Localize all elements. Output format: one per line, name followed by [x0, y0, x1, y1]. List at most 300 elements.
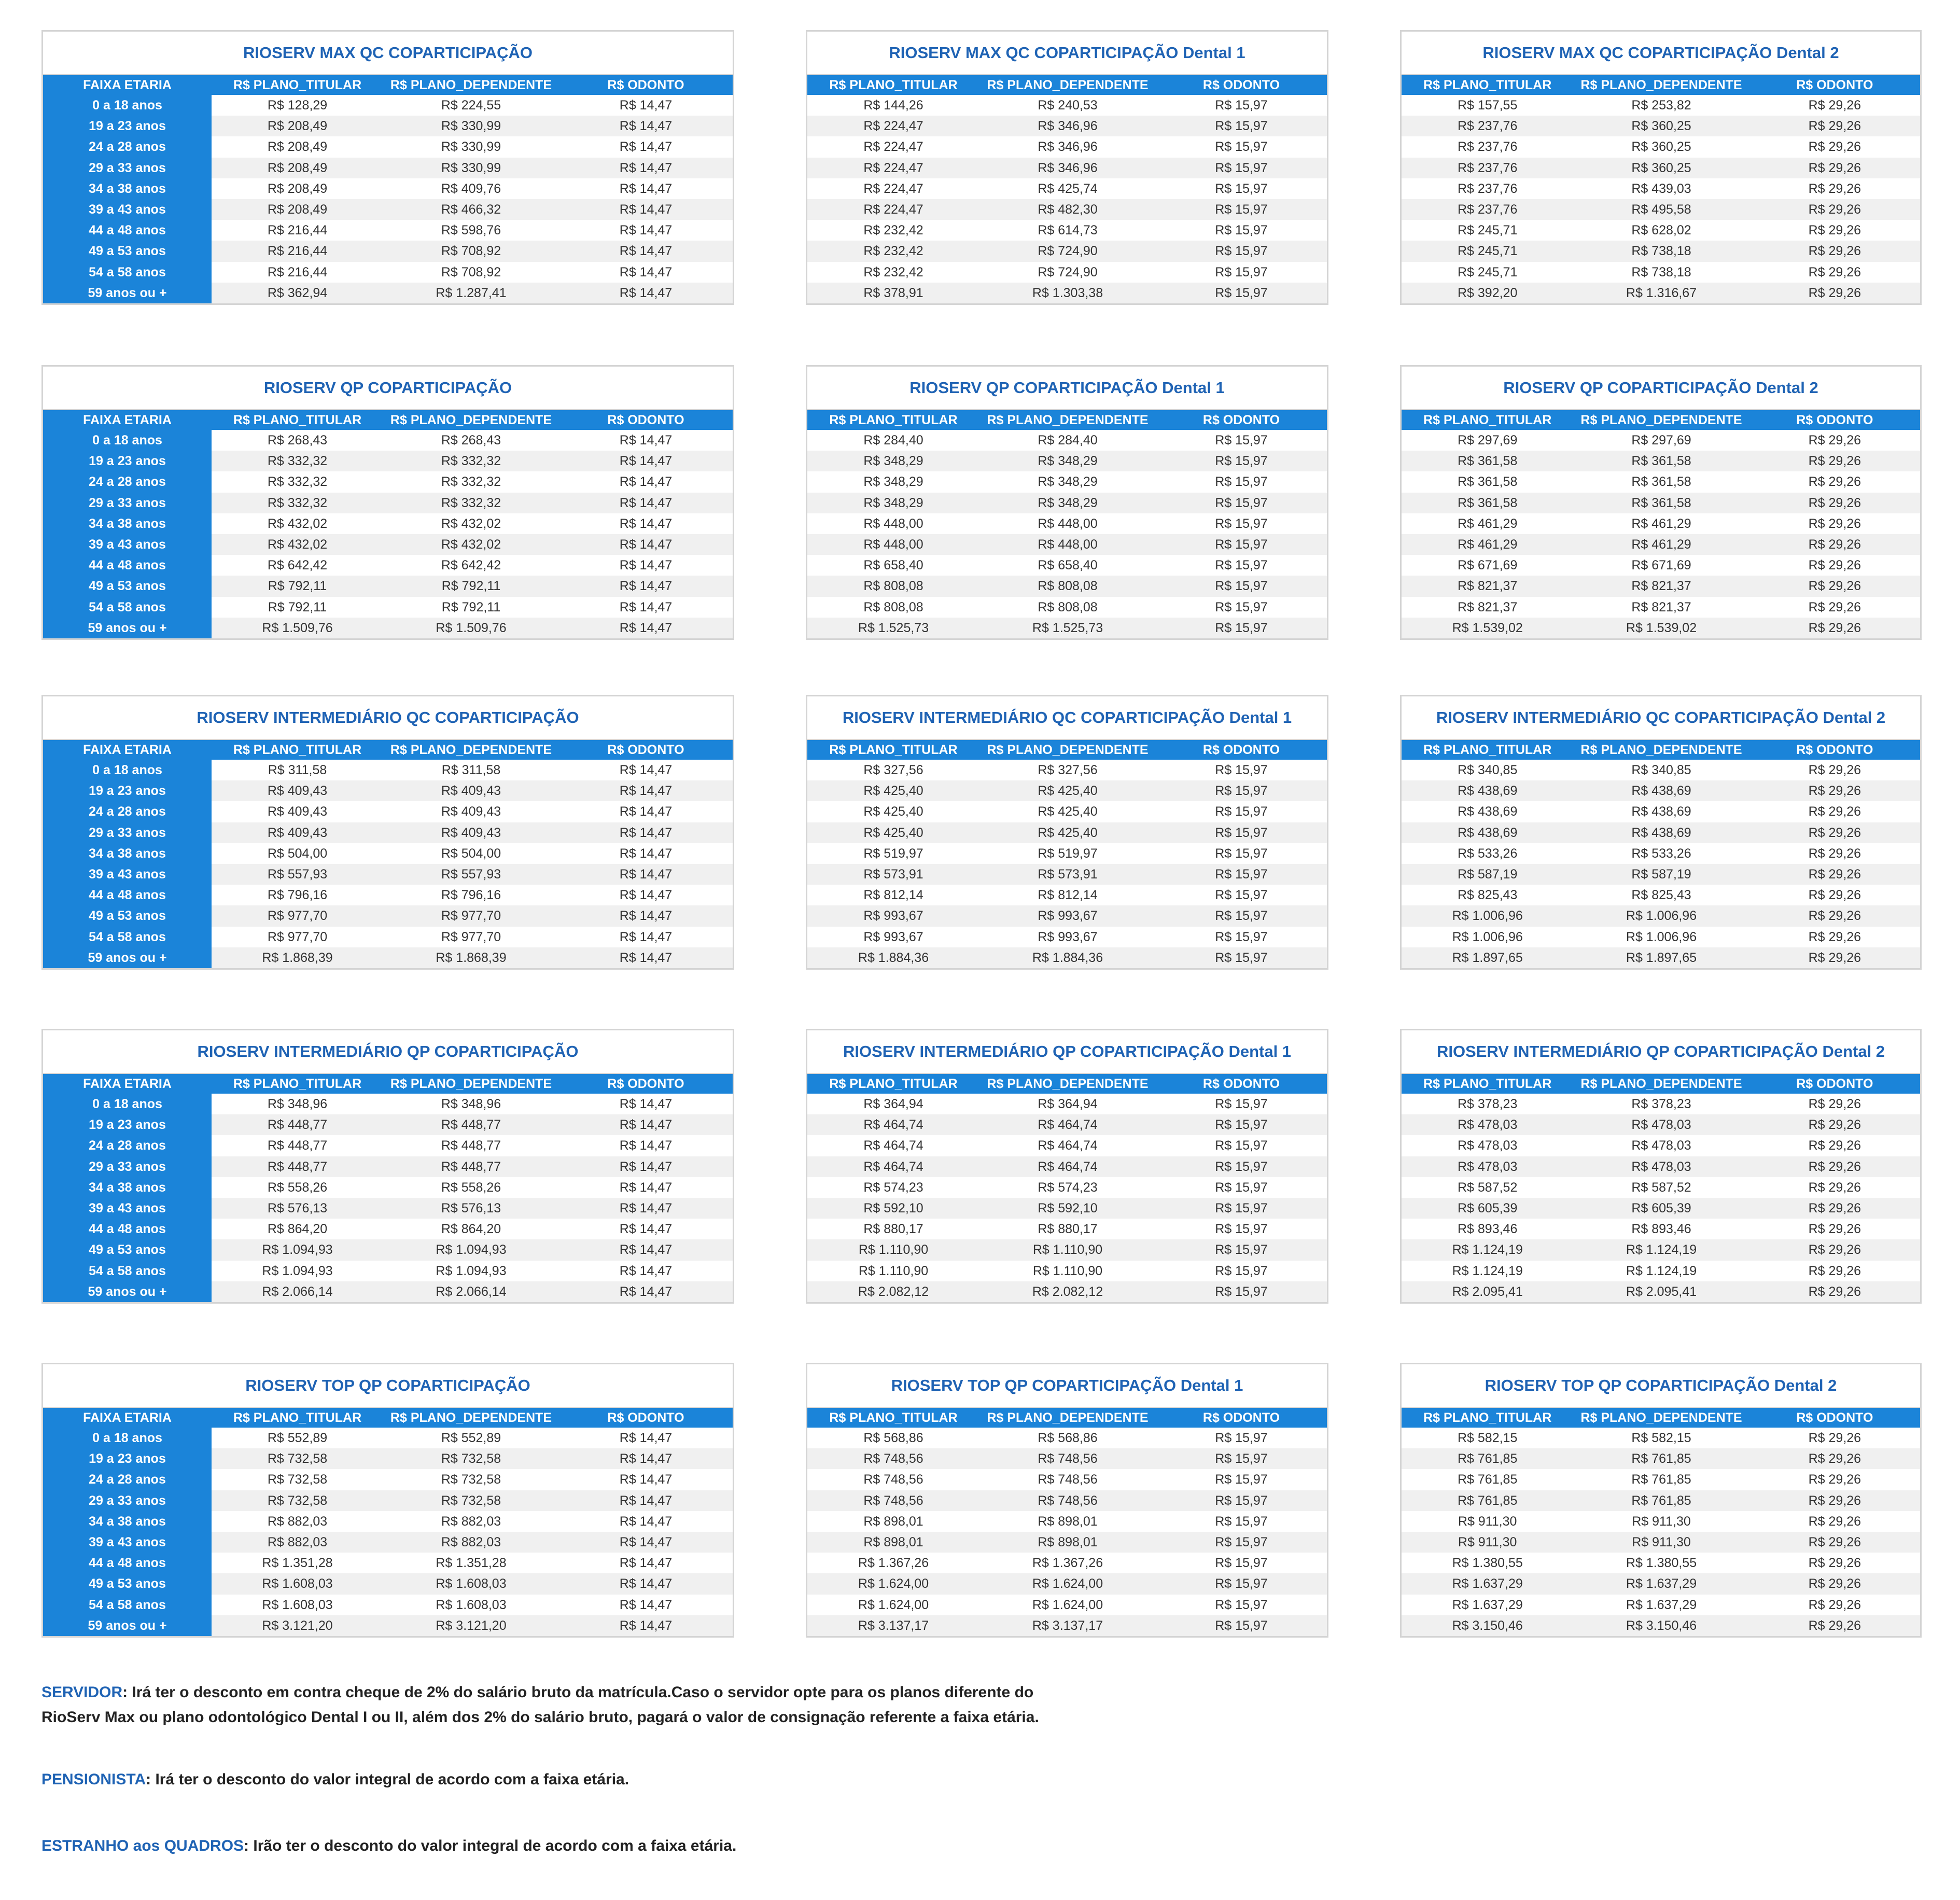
table-row [807, 1281, 1327, 1302]
table-row [1402, 822, 1920, 843]
odonto-cell: R$ 14,47 [619, 537, 673, 552]
titular-cell: R$ 237,76 [1457, 202, 1518, 217]
odonto-cell: R$ 29,26 [1808, 1493, 1861, 1508]
odonto-cell: R$ 14,47 [619, 1222, 673, 1237]
table-title: RIOSERV INTERMEDIÁRIO QC COPARTICIPAÇÃO Dental 2 [1402, 696, 1920, 740]
header-dependente: R$ PLANO_DEPENDENTE [390, 743, 552, 757]
titular-cell: R$ 2.066,14 [262, 1284, 333, 1299]
dependente-cell: R$ 361,58 [1631, 474, 1691, 490]
dependente-cell: R$ 448,77 [441, 1138, 501, 1153]
dependente-cell: R$ 761,85 [1631, 1472, 1691, 1487]
dependente-cell: R$ 332,32 [441, 495, 501, 510]
table-row [807, 1219, 1327, 1239]
age-range-cell: 59 anos ou + [43, 1281, 212, 1302]
table-title: RIOSERV INTERMEDIÁRIO QP COPARTICIPAÇÃO Dental 2 [1402, 1030, 1920, 1074]
dependente-cell: R$ 557,93 [441, 867, 501, 882]
odonto-cell: R$ 14,47 [619, 1451, 673, 1466]
dependente-cell: R$ 1.624,00 [1032, 1576, 1103, 1591]
titular-cell: R$ 409,43 [267, 784, 328, 799]
table-row [1402, 1511, 1920, 1532]
odonto-cell: R$ 29,26 [1808, 950, 1861, 965]
table-row [807, 1532, 1327, 1553]
age-range-cell: 19 a 23 anos [43, 116, 212, 136]
dependente-cell: R$ 977,70 [441, 929, 501, 944]
odonto-cell: R$ 15,97 [1215, 579, 1268, 594]
titular-cell: R$ 864,20 [267, 1222, 328, 1237]
dependente-cell: R$ 361,58 [1631, 454, 1691, 469]
odonto-cell: R$ 14,47 [619, 909, 673, 924]
dependente-cell: R$ 1.525,73 [1032, 620, 1103, 635]
table-row [1402, 1177, 1920, 1198]
dependente-cell: R$ 558,26 [441, 1180, 501, 1195]
titular-cell: R$ 1.124,19 [1452, 1242, 1523, 1258]
table-row [43, 1469, 733, 1490]
dependente-cell: R$ 821,37 [1631, 579, 1691, 594]
table-row [1402, 947, 1920, 968]
dependente-cell: R$ 605,39 [1631, 1200, 1691, 1216]
titular-cell: R$ 2.095,41 [1452, 1284, 1523, 1299]
table-header [1402, 1408, 1920, 1428]
table-row [807, 1156, 1327, 1177]
odonto-cell: R$ 15,97 [1215, 1472, 1268, 1487]
header-dependente: R$ PLANO_DEPENDENTE [390, 78, 552, 92]
header-titular: R$ PLANO_TITULAR [233, 743, 362, 757]
odonto-cell: R$ 14,47 [619, 1556, 673, 1571]
dependente-cell: R$ 808,08 [1038, 579, 1098, 594]
table-body [43, 760, 733, 968]
table-row [1402, 885, 1920, 905]
table-row [807, 116, 1327, 136]
titular-cell: R$ 574,23 [863, 1180, 923, 1195]
table-row [807, 513, 1327, 534]
table-row [1402, 1156, 1920, 1177]
odonto-cell: R$ 14,47 [619, 1472, 673, 1487]
titular-cell: R$ 128,29 [267, 98, 328, 113]
odonto-cell: R$ 14,47 [619, 867, 673, 882]
table-title: RIOSERV QP COPARTICIPAÇÃO [43, 367, 733, 410]
titular-cell: R$ 533,26 [1457, 846, 1518, 861]
table-row [807, 283, 1327, 303]
titular-cell: R$ 232,42 [863, 244, 923, 259]
odonto-cell: R$ 14,47 [619, 285, 673, 300]
header-odonto: R$ ODONTO [1796, 743, 1873, 757]
table-row [1402, 283, 1920, 303]
dependente-cell: R$ 1.884,36 [1032, 950, 1103, 965]
age-range-cell: 34 a 38 anos [43, 843, 212, 864]
header-odonto: R$ ODONTO [1202, 413, 1280, 427]
dependente-cell: R$ 592,10 [1038, 1200, 1098, 1216]
dependente-cell: R$ 240,53 [1038, 98, 1098, 113]
header-titular: R$ PLANO_TITULAR [1423, 78, 1552, 92]
odonto-cell: R$ 29,26 [1808, 202, 1861, 217]
table-row [1402, 513, 1920, 534]
note-servidor-text-2: RioServ Max ou plano odontológico Dental I ou II, além dos 2% do salário bruto, pagará o valor de consignação referente a faixa etária. [41, 1709, 1039, 1726]
age-range-cell: 44 a 48 anos [43, 885, 212, 905]
odonto-cell: R$ 29,26 [1808, 516, 1861, 531]
titular-cell: R$ 348,29 [863, 495, 923, 510]
age-range-cell: 0 a 18 anos [43, 1428, 212, 1448]
age-range-cell: 34 a 38 anos [43, 513, 212, 534]
dependente-cell: R$ 3.137,17 [1032, 1618, 1103, 1633]
table-body [1402, 430, 1920, 638]
odonto-cell: R$ 14,47 [619, 1117, 673, 1133]
titular-cell: R$ 208,49 [267, 202, 328, 217]
titular-cell: R$ 977,70 [267, 909, 328, 924]
table-header [1402, 410, 1920, 430]
dependente-cell: R$ 748,56 [1038, 1451, 1098, 1466]
dependente-cell: R$ 1.897,65 [1626, 950, 1697, 965]
titular-cell: R$ 1.006,96 [1452, 929, 1523, 944]
dependente-cell: R$ 671,69 [1631, 558, 1691, 573]
odonto-cell: R$ 15,97 [1215, 454, 1268, 469]
table-row [1402, 95, 1920, 116]
odonto-cell: R$ 29,26 [1808, 1138, 1861, 1153]
age-range-cell: 54 a 58 anos [43, 597, 212, 618]
table-row [43, 199, 733, 220]
header-odonto: R$ ODONTO [1796, 1077, 1873, 1091]
table-row [43, 471, 733, 492]
table-row [1402, 1219, 1920, 1239]
odonto-cell: R$ 14,47 [619, 202, 673, 217]
table-row [43, 801, 733, 822]
table-row [43, 885, 733, 905]
dependente-cell: R$ 658,40 [1038, 558, 1098, 573]
table-row [43, 1511, 733, 1532]
dependente-cell: R$ 360,25 [1631, 119, 1691, 134]
age-range-cell: 19 a 23 anos [43, 1114, 212, 1135]
odonto-cell: R$ 15,97 [1215, 1534, 1268, 1549]
titular-cell: R$ 464,74 [863, 1117, 923, 1133]
table-body [43, 95, 733, 303]
odonto-cell: R$ 29,26 [1808, 579, 1861, 594]
header-dependente: R$ PLANO_DEPENDENTE [987, 743, 1149, 757]
table-row [807, 1177, 1327, 1198]
dependente-cell: R$ 708,92 [441, 244, 501, 259]
table-row [43, 513, 733, 534]
age-range-cell: 39 a 43 anos [43, 534, 212, 555]
table-row [43, 1428, 733, 1448]
titular-cell: R$ 587,52 [1457, 1180, 1518, 1195]
odonto-cell: R$ 29,26 [1808, 1242, 1861, 1258]
odonto-cell: R$ 14,47 [619, 1514, 673, 1529]
table-row [1402, 618, 1920, 638]
odonto-cell: R$ 15,97 [1215, 804, 1268, 819]
dependente-cell: R$ 898,01 [1038, 1534, 1098, 1549]
dependente-cell: R$ 224,55 [441, 98, 501, 113]
price-table [41, 30, 734, 305]
odonto-cell: R$ 29,26 [1808, 1117, 1861, 1133]
table-row [807, 1114, 1327, 1135]
table-row [43, 1448, 733, 1469]
header-titular: R$ PLANO_TITULAR [829, 1410, 958, 1425]
dependente-cell: R$ 346,96 [1038, 119, 1098, 134]
titular-cell: R$ 432,02 [267, 537, 328, 552]
odonto-cell: R$ 29,26 [1808, 1263, 1861, 1278]
titular-cell: R$ 1.351,28 [262, 1556, 333, 1571]
table-title: RIOSERV TOP QP COPARTICIPAÇÃO Dental 1 [807, 1364, 1327, 1408]
titular-cell: R$ 232,42 [863, 264, 923, 280]
dependente-cell: R$ 761,85 [1631, 1493, 1691, 1508]
titular-cell: R$ 748,56 [863, 1451, 923, 1466]
note-estranho-text: : Irão ter o desconto do valor integral de acordo com a faixa etária. [244, 1837, 737, 1854]
dependente-cell: R$ 438,69 [1631, 825, 1691, 840]
dependente-cell: R$ 911,30 [1632, 1534, 1691, 1549]
titular-cell: R$ 1.110,90 [858, 1263, 929, 1278]
table-row [807, 1469, 1327, 1490]
dependente-cell: R$ 628,02 [1631, 223, 1691, 238]
table-row [807, 927, 1327, 947]
dependente-cell: R$ 1.509,76 [436, 620, 507, 635]
dependente-cell: R$ 1.006,96 [1626, 909, 1697, 924]
age-range-cell: 34 a 38 anos [43, 1177, 212, 1198]
titular-cell: R$ 378,23 [1457, 1097, 1518, 1111]
titular-cell: R$ 882,03 [267, 1534, 328, 1549]
age-range-cell: 24 a 28 anos [43, 1135, 212, 1156]
age-range-cell: 29 a 33 anos [43, 1156, 212, 1177]
titular-cell: R$ 340,85 [1457, 763, 1518, 777]
odonto-cell: R$ 29,26 [1808, 867, 1861, 882]
table-row [43, 576, 733, 596]
titular-cell: R$ 576,13 [267, 1200, 328, 1216]
titular-cell: R$ 761,85 [1457, 1493, 1518, 1508]
table-body [43, 1094, 733, 1302]
titular-cell: R$ 557,93 [267, 867, 328, 882]
table-row [807, 1573, 1327, 1594]
dependente-cell: R$ 327,56 [1038, 763, 1098, 777]
titular-cell: R$ 332,32 [267, 474, 328, 490]
titular-cell: R$ 208,49 [267, 119, 328, 134]
titular-cell: R$ 461,29 [1457, 516, 1518, 531]
age-range-cell: 0 a 18 anos [43, 430, 212, 451]
table-row [43, 1219, 733, 1239]
table-row [807, 1239, 1327, 1260]
titular-cell: R$ 448,77 [267, 1117, 328, 1133]
odonto-cell: R$ 15,97 [1215, 181, 1268, 196]
header-titular: R$ PLANO_TITULAR [1423, 743, 1552, 757]
dependente-cell: R$ 1.006,96 [1626, 929, 1697, 944]
table-title: RIOSERV MAX QC COPARTICIPAÇÃO [43, 32, 733, 75]
dependente-cell: R$ 348,29 [1038, 495, 1098, 510]
odonto-cell: R$ 15,97 [1215, 1493, 1268, 1508]
titular-cell: R$ 1.525,73 [858, 620, 929, 635]
table-row [43, 1177, 733, 1198]
table-row [43, 178, 733, 199]
titular-cell: R$ 478,03 [1457, 1159, 1518, 1174]
titular-cell: R$ 642,42 [267, 558, 328, 573]
age-range-cell: 29 a 33 anos [43, 158, 212, 178]
dependente-cell: R$ 574,23 [1038, 1180, 1098, 1195]
dependente-cell: R$ 614,73 [1038, 223, 1098, 238]
table-body [807, 95, 1327, 303]
titular-cell: R$ 761,85 [1457, 1451, 1518, 1466]
table-row [807, 241, 1327, 261]
odonto-cell: R$ 15,97 [1215, 202, 1268, 217]
header-dependente: R$ PLANO_DEPENDENTE [987, 413, 1149, 427]
titular-cell: R$ 880,17 [863, 1222, 923, 1237]
odonto-cell: R$ 14,47 [619, 763, 673, 777]
titular-cell: R$ 1.624,00 [858, 1576, 929, 1591]
header-odonto: R$ ODONTO [607, 743, 684, 757]
price-table [1400, 1029, 1922, 1304]
note-estranho [41, 1834, 736, 1859]
titular-cell: R$ 348,96 [267, 1097, 328, 1111]
odonto-cell: R$ 14,47 [619, 1597, 673, 1612]
age-range-cell: 29 a 33 anos [43, 822, 212, 843]
price-table [806, 30, 1328, 305]
table-row [43, 843, 733, 864]
header-dependente: R$ PLANO_DEPENDENTE [390, 1077, 552, 1091]
table-header [807, 740, 1327, 760]
age-range-cell: 49 a 53 anos [43, 1239, 212, 1260]
note-pensionista-label: PENSIONISTA [41, 1771, 146, 1788]
dependente-cell: R$ 1.316,67 [1626, 285, 1697, 300]
dependente-cell: R$ 297,69 [1631, 433, 1691, 448]
table-row [807, 1615, 1327, 1636]
header-titular: R$ PLANO_TITULAR [1423, 1077, 1552, 1091]
odonto-cell: R$ 15,97 [1215, 929, 1268, 944]
age-range-cell: 44 a 48 anos [43, 220, 212, 241]
dependente-cell: R$ 893,46 [1631, 1222, 1691, 1237]
table-body [807, 1094, 1327, 1302]
odonto-cell: R$ 29,26 [1808, 909, 1861, 924]
age-range-cell: 54 a 58 anos [43, 1595, 212, 1615]
titular-cell: R$ 732,58 [267, 1472, 328, 1487]
dependente-cell: R$ 821,37 [1631, 599, 1691, 614]
header-dependente: R$ PLANO_DEPENDENTE [1580, 1077, 1742, 1091]
table-row [807, 1595, 1327, 1615]
dependente-cell: R$ 348,96 [441, 1097, 501, 1111]
header-titular: R$ PLANO_TITULAR [1423, 1410, 1552, 1425]
titular-cell: R$ 1.608,03 [262, 1576, 333, 1591]
odonto-cell: R$ 29,26 [1808, 1222, 1861, 1237]
header-titular: R$ PLANO_TITULAR [233, 78, 362, 92]
titular-cell: R$ 519,97 [863, 846, 923, 861]
header-age: FAIXA ETARIA [83, 743, 172, 757]
table-row [1402, 1261, 1920, 1281]
table-row [1402, 471, 1920, 492]
dependente-cell: R$ 825,43 [1631, 888, 1691, 903]
price-table [1400, 365, 1922, 640]
dependente-cell: R$ 425,74 [1038, 181, 1098, 196]
table-row [43, 618, 733, 638]
table-body [1402, 1094, 1920, 1302]
odonto-cell: R$ 14,47 [619, 139, 673, 155]
odonto-cell: R$ 29,26 [1808, 825, 1861, 840]
dependente-cell: R$ 1.303,38 [1032, 285, 1103, 300]
dependente-cell: R$ 340,85 [1631, 763, 1691, 777]
odonto-cell: R$ 14,47 [619, 1159, 673, 1174]
dependente-cell: R$ 724,90 [1038, 244, 1098, 259]
table-header [43, 410, 733, 430]
odonto-cell: R$ 29,26 [1808, 1159, 1861, 1174]
table-row [807, 1135, 1327, 1156]
table-row [1402, 1114, 1920, 1135]
age-range-cell: 49 a 53 anos [43, 576, 212, 596]
odonto-cell: R$ 14,47 [619, 1576, 673, 1591]
table-row [807, 1511, 1327, 1532]
odonto-cell: R$ 15,97 [1215, 264, 1268, 280]
table-row [807, 136, 1327, 157]
odonto-cell: R$ 29,26 [1808, 1534, 1861, 1549]
odonto-cell: R$ 14,47 [619, 516, 673, 531]
table-title: RIOSERV INTERMEDIÁRIO QC COPARTICIPAÇÃO [43, 696, 733, 740]
table-header [807, 410, 1327, 430]
titular-cell: R$ 605,39 [1457, 1200, 1518, 1216]
dependente-cell: R$ 478,03 [1631, 1159, 1691, 1174]
table-row [43, 1094, 733, 1114]
dependente-cell: R$ 519,97 [1038, 846, 1098, 861]
odonto-cell: R$ 14,47 [619, 160, 673, 175]
odonto-cell: R$ 15,97 [1215, 867, 1268, 882]
dependente-cell: R$ 748,56 [1038, 1493, 1098, 1508]
age-range-cell: 39 a 43 anos [43, 1198, 212, 1219]
dependente-cell: R$ 409,43 [441, 784, 501, 799]
titular-cell: R$ 1.367,26 [858, 1556, 929, 1571]
table-row [1402, 1595, 1920, 1615]
dependente-cell: R$ 348,29 [1038, 454, 1098, 469]
table-row [807, 780, 1327, 801]
odonto-cell: R$ 14,47 [619, 1263, 673, 1278]
odonto-cell: R$ 15,97 [1215, 1242, 1268, 1258]
age-range-cell: 59 anos ou + [43, 618, 212, 638]
odonto-cell: R$ 15,97 [1215, 119, 1268, 134]
table-row [807, 1553, 1327, 1573]
age-range-cell: 29 a 33 anos [43, 1490, 212, 1511]
odonto-cell: R$ 29,26 [1808, 1556, 1861, 1571]
dependente-cell: R$ 598,76 [441, 223, 501, 238]
table-row [43, 780, 733, 801]
odonto-cell: R$ 15,97 [1215, 223, 1268, 238]
odonto-cell: R$ 15,97 [1215, 825, 1268, 840]
table-row [43, 1114, 733, 1135]
dependente-cell: R$ 898,01 [1038, 1514, 1098, 1529]
table-row [1402, 1553, 1920, 1573]
odonto-cell: R$ 15,97 [1215, 160, 1268, 175]
titular-cell: R$ 348,29 [863, 474, 923, 490]
table-title: RIOSERV QP COPARTICIPAÇÃO Dental 1 [807, 367, 1327, 410]
dependente-cell: R$ 268,43 [441, 433, 501, 448]
titular-cell: R$ 224,47 [863, 119, 923, 134]
dependente-cell: R$ 582,15 [1631, 1431, 1691, 1445]
table-row [43, 1553, 733, 1573]
dependente-cell: R$ 732,58 [441, 1451, 501, 1466]
odonto-cell: R$ 14,47 [619, 825, 673, 840]
titular-cell: R$ 208,49 [267, 160, 328, 175]
odonto-cell: R$ 15,97 [1215, 285, 1268, 300]
table-row [807, 95, 1327, 116]
odonto-cell: R$ 29,26 [1808, 285, 1861, 300]
dependente-cell: R$ 1.608,03 [436, 1576, 507, 1591]
odonto-cell: R$ 29,26 [1808, 264, 1861, 280]
note-estranho-label: ESTRANHO aos QUADROS [41, 1837, 244, 1854]
table-row [1402, 241, 1920, 261]
odonto-cell: R$ 15,97 [1215, 846, 1268, 861]
titular-cell: R$ 977,70 [267, 929, 328, 944]
titular-cell: R$ 792,11 [268, 579, 327, 594]
table-row [1402, 905, 1920, 926]
titular-cell: R$ 478,03 [1457, 1138, 1518, 1153]
dependente-cell: R$ 1.094,93 [436, 1263, 507, 1278]
table-row [1402, 451, 1920, 471]
header-dependente: R$ PLANO_DEPENDENTE [987, 1410, 1149, 1425]
odonto-cell: R$ 29,26 [1808, 181, 1861, 196]
titular-cell: R$ 748,56 [863, 1493, 923, 1508]
odonto-cell: R$ 15,97 [1215, 909, 1268, 924]
dependente-cell: R$ 880,17 [1038, 1222, 1098, 1237]
dependente-cell: R$ 2.066,14 [436, 1284, 507, 1299]
odonto-cell: R$ 15,97 [1215, 1138, 1268, 1153]
table-title: RIOSERV TOP QP COPARTICIPAÇÃO [43, 1364, 733, 1408]
